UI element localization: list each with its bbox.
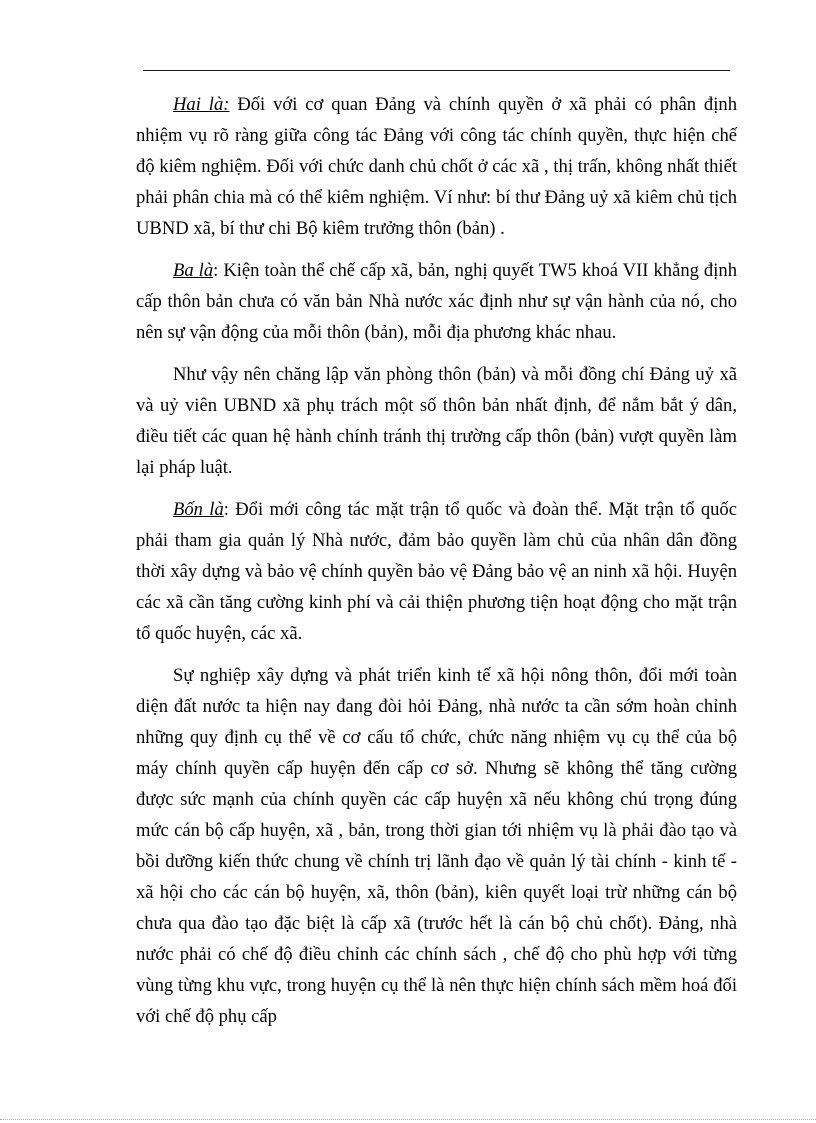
document-body [136, 89, 737, 1043]
paragraph-lead-separator: : [213, 260, 219, 281]
paragraph-lead: Hai là: [173, 94, 230, 115]
paragraph-text: Sự nghiệp xây dựng và phát triển kinh tế xã hội nông thôn, đổi mới toàn diện đất nước ta hiện nay đang đòi hỏi Đảng, nhà nước ta cần sớm hoàn chỉnh những quy định cụ thể về cơ cấu tổ chức, chức năng nhiệm vụ cụ thể của bộ máy chính quyền cấp huyện đến cấp cơ sở. Nhưng sẽ không thể tăng cường được sức mạnh của chính quyền các cấp huyện xã nếu không chú trọng đúng mức cán bộ cấp huyện, xã , bản, trong thời gian tới nhiệm vụ là phải đào tạo và bồi dưỡng kiến thức chung về chính trị lãnh đạo về quản lý tài chính - kinh tế - xã hội cho các cán bộ huyện, xã, thôn (bản), kiên quyết loại trừ những cán bộ chưa qua đào tạo đặc biệt là cấp xã (trước hết là cán bộ chủ chốt). Đảng, nhà nước phải có chế độ điều chỉnh các chính sách , chế độ cho phù hợp với từng vùng từng khu vực, trong huyện cụ thể là nên thực hiện chính sách mềm hoá đối với chế độ phụ cấp [136, 665, 737, 1027]
paragraph-su-nghiep [136, 660, 737, 1032]
paragraph-text: Đổi mới công tác mặt trận tổ quốc và đoàn thể. Mặt trận tổ quốc phải tham gia quản lý Nhà nước, đảm bảo quyền làm chủ của nhân dân đồng thời xây dựng và bảo vệ chính quyền bảo vệ Đảng bảo vệ an ninh xã hội. Huyện các xã cần tăng cường kinh phí và cải thiện phương tiện hoạt động cho mặt trận tổ quốc huyện, các xã. [136, 499, 737, 644]
paragraph-text: Đối với cơ quan Đảng và chính quyền ở xã phải có phân định nhiệm vụ rõ ràng giữa công tác Đảng với công tác chính quyền, thực hiện chế độ kiêm nghiệm. Đối với chức danh chủ chốt ở các xã , thị trấn, không nhất thiết phải phân chia mà có thể kiêm nghiệm. Ví như: bí thư Đảng uỷ xã kiêm chủ tịch UBND xã, bí thư chi Bộ kiêm trưởng thôn (bản) . [136, 94, 737, 239]
paragraph-lead: Bốn là [173, 499, 224, 520]
header-separator-rule [143, 70, 730, 71]
paragraph-ba-la [136, 255, 737, 348]
paragraph-lead-separator: : [223, 499, 229, 520]
page-bottom-dotted-rule [0, 1119, 816, 1120]
paragraph-text: Kiện toàn thể chế cấp xã, bản, nghị quyết TW5 khoá VII khẳng định cấp thôn bản chưa có văn bản Nhà nước xác định như sự vận hành của nó, cho nên sự vận động của mỗi thôn (bản), mỗi địa phương khác nhau. [136, 260, 737, 343]
paragraph-bon-la [136, 494, 737, 649]
paragraph-nhu-vay [136, 359, 737, 483]
paragraph-hai-la [136, 89, 737, 244]
paragraph-text: Như vậy nên chăng lập văn phòng thôn (bản) và mỗi đồng chí Đảng uỷ xã và uỷ viên UBND xã phụ trách một số thôn bản nhất định, để nắm bắt ý dân, điều tiết các quan hệ hành chính tránh thị trường cấp thôn (bản) vượt quyền làm lại pháp luật. [136, 364, 737, 478]
paragraph-lead: Ba là [173, 260, 214, 281]
